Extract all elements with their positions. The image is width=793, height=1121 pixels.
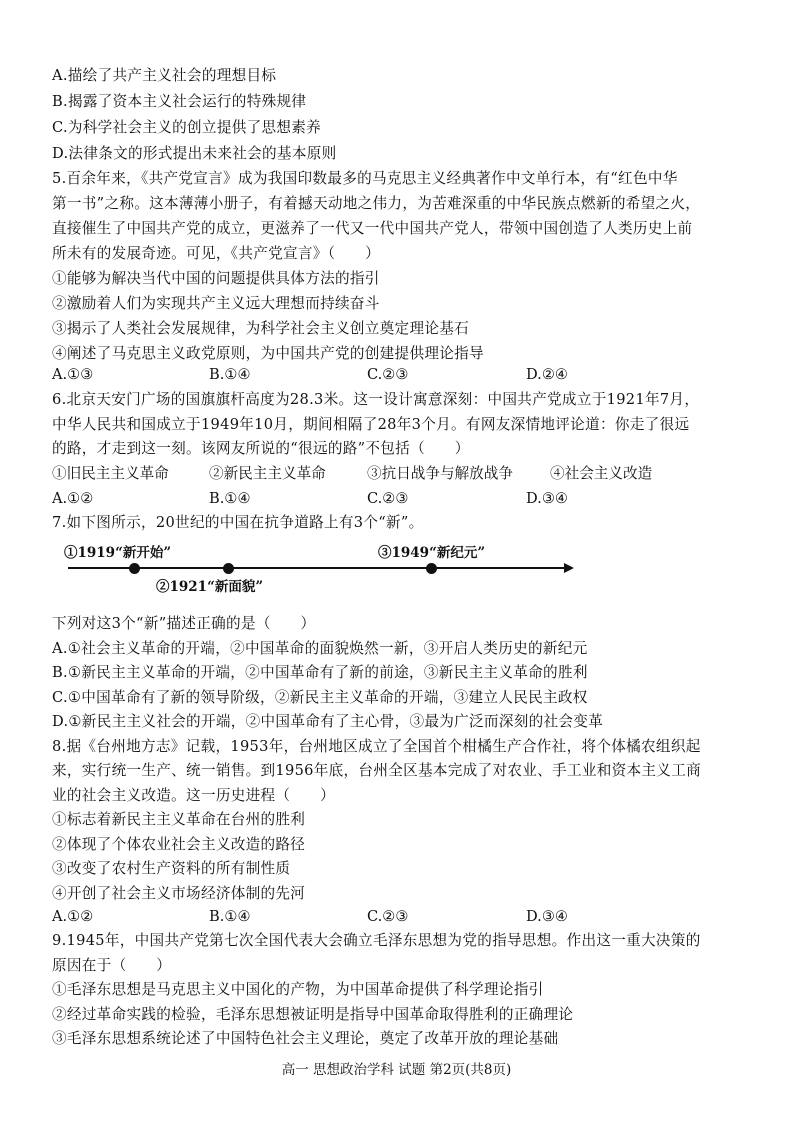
q9-stem-line: 原因在于（ ）: [52, 957, 172, 974]
q9-item: ③毛泽东思想系统论述了中国特色社会主义理论，奠定了改革开放的理论基础: [52, 1030, 559, 1047]
q7-option-b[interactable]: B.①新民主主义革命的开端，②中国革命有了新的前途，③新民主主义革命的胜利: [52, 664, 588, 681]
timeline-dot-1921: [223, 563, 234, 574]
q8-option-b[interactable]: B.①④: [209, 908, 251, 925]
q9-item: ①毛泽东思想是马克思主义中国化的产物，为中国革命提供了科学理论指引: [52, 981, 544, 998]
q4-option-c: C.为科学社会主义的创立提供了思想素养: [52, 119, 322, 136]
q5-item: ②激励着人们为实现共产主义远大理想而持续奋斗: [52, 295, 380, 312]
q7-option-a[interactable]: A.①社会主义革命的开端，②中国革命的面貌焕然一新，③开启人类历史的新纪元: [52, 640, 588, 657]
q6-item: ②新民主主义革命: [209, 465, 326, 482]
q6-item: ①旧民主主义革命: [52, 465, 169, 482]
q7-option-d[interactable]: D.①新民主主义社会的开端，②中国革命有了主心骨，③最为广泛而深刻的社会变革: [52, 713, 604, 730]
timeline-dot-1949: [426, 563, 437, 574]
timeline-dot-1919: [129, 563, 140, 574]
q5-option-a[interactable]: A.①③: [52, 366, 94, 383]
q8-item: ④开创了社会主义市场经济体制的先河: [52, 885, 306, 902]
q8-option-a[interactable]: A.①②: [52, 908, 94, 925]
q5-stem-line: 第一书”之称。这本薄薄小册子，有着撼天动地之伟力，为苦难深重的中华民族点燃新的希望之火，: [52, 195, 701, 212]
q5-option-c[interactable]: C.②③: [367, 366, 409, 383]
q5-stem-line: 所未有的发展奇迹。可见，《共产党宣言》（ ）: [52, 245, 380, 262]
timeline-label-1921: ②1921“新面貌”: [156, 579, 264, 595]
q6-option-b[interactable]: B.①④: [209, 490, 251, 507]
q7-timeline-diagram: [60, 538, 580, 596]
q8-stem-line: 来，实行统一生产、统一销售。到1956年底，台州全区基本完成了对农业、手工业和资本主义工商: [52, 762, 701, 779]
q8-stem-line: 业的社会主义改造。这一历史进程（ ）: [52, 787, 335, 804]
q4-option-d: D.法律条文的形式提出未来社会的基本原则: [52, 145, 337, 162]
q5-option-b[interactable]: B.①④: [209, 366, 251, 383]
q8-option-d[interactable]: D.③④: [526, 908, 568, 925]
q5-option-d[interactable]: D.②④: [526, 366, 568, 383]
q7-option-c[interactable]: C.①中国革命有了新的领导阶级，②新民主主义革命的开端，③建立人民民主政权: [52, 689, 588, 706]
q9-item: ②经过革命实践的检验，毛泽东思想被证明是指导中国革命取得胜利的正确理论: [52, 1006, 574, 1023]
q8-item: ②体现了个体农业社会主义改造的路径: [52, 836, 306, 853]
timeline-axis: [68, 567, 566, 569]
q6-option-d[interactable]: D.③④: [526, 490, 568, 507]
q7-question: 下列对这3个“新”描述正确的是（ ）: [52, 615, 316, 632]
timeline-arrow-icon: [564, 563, 574, 573]
q5-item: ③揭示了人类社会发展规律，为科学社会主义创立奠定理论基石: [52, 320, 470, 337]
timeline-label-1949: ③1949“新纪元”: [378, 545, 486, 561]
q7-stem: 7.如下图所示，20世纪的中国在抗争道路上有3个“新”。: [52, 514, 424, 531]
q6-stem-line: 6.北京天安门广场的国旗旗杆高度为28.3米。这一设计寓意深刻：中国共产党成立于1921年7月，: [52, 391, 700, 408]
q4-option-b: B.揭露了资本主义社会运行的特殊规律: [52, 93, 307, 110]
q6-items: [52, 464, 752, 484]
q8-stem-line: 8.据《台州地方志》记载，1953年，台州地区成立了全国首个柑橘生产合作社，将个体橘农组织起: [52, 738, 701, 755]
q5-options: [52, 365, 752, 385]
q6-item: ④社会主义改造: [550, 465, 653, 482]
page-footer: 高一 思想政治学科 试题 第2页(共8页): [281, 1062, 512, 1078]
q8-item: ③改变了农村生产资料的所有制性质: [52, 860, 291, 877]
q5-stem-line: 5.百余年来，《共产党宣言》成为我国印数最多的马克思主义经典著作中文单行本，有“红色中华: [52, 170, 678, 187]
q6-options: [52, 489, 752, 509]
q6-option-a[interactable]: A.①②: [52, 490, 94, 507]
q5-item: ①能够为解决当代中国的问题提供具体方法的指引: [52, 270, 380, 287]
q6-option-c[interactable]: C.②③: [367, 490, 409, 507]
q8-option-c[interactable]: C.②③: [367, 908, 409, 925]
q6-stem-line: 的路，才走到这一刻。该网友所说的“很远的路”不包括（ ）: [52, 440, 470, 457]
timeline-label-1919: ①1919“新开始”: [64, 545, 172, 561]
q9-stem-line: 9.1945年，中国共产党第七次全国代表大会确立毛泽东思想为党的指导思想。作出这一重大决策的: [52, 932, 701, 949]
q8-item: ①标志着新民主主义革命在台州的胜利: [52, 811, 306, 828]
q6-item: ③抗日战争与解放战争: [367, 465, 513, 482]
q4-option-a: A.描绘了共产主义社会的理想目标: [52, 67, 277, 84]
q8-options: [52, 907, 752, 927]
q6-stem-line: 中华人民共和国成立于1949年10月，期间相隔了28年3个月。有网友深情地评论道：你走了很远: [52, 416, 690, 433]
q5-item: ④阐述了马克思主义政党原则，为中国共产党的创建提供理论指导: [52, 345, 484, 362]
q5-stem-line: 直接催生了中国共产党的成立，更滋养了一代又一代中国共产党人，带领中国创造了人类历史上前: [52, 220, 693, 237]
